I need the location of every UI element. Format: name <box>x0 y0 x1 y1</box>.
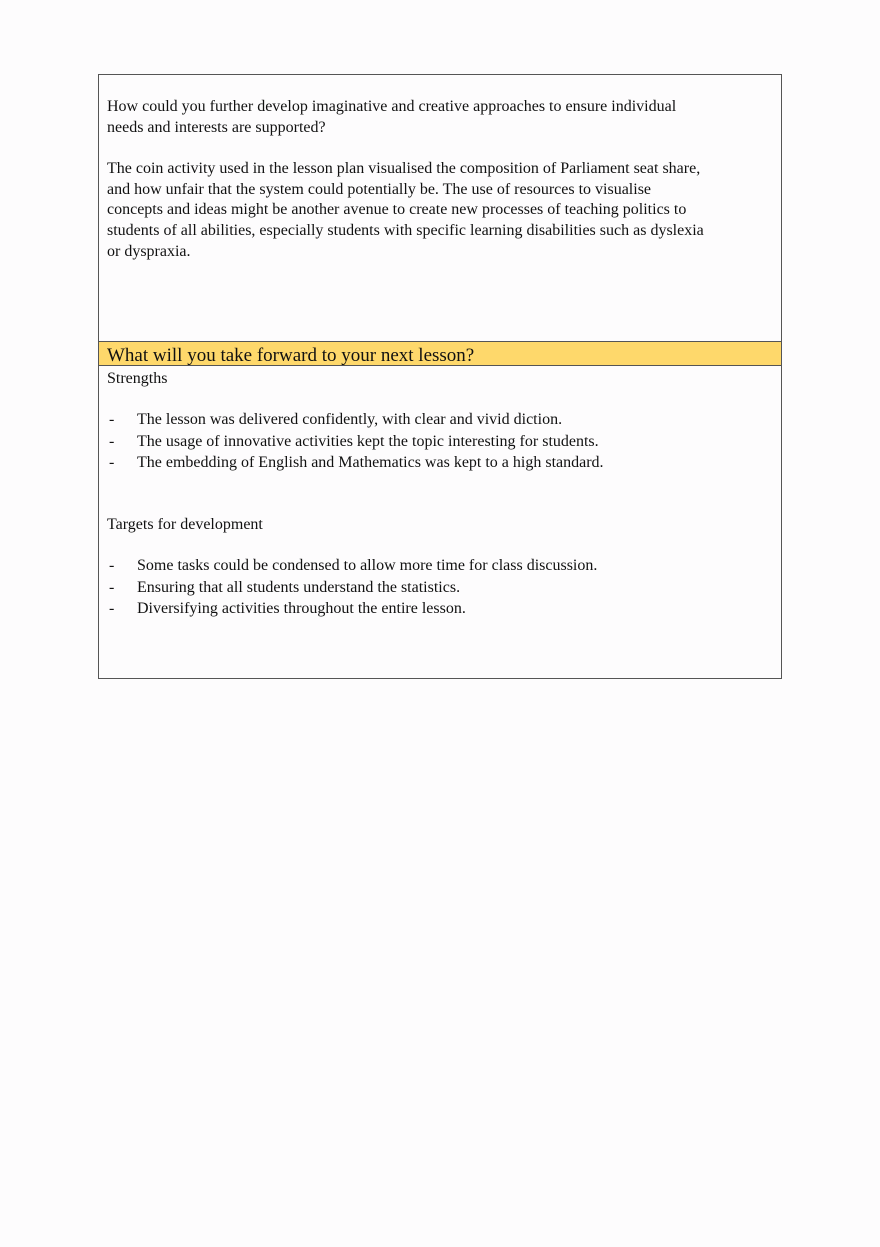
list-item <box>107 452 747 474</box>
list-item <box>107 577 747 599</box>
reflection-question: How could you further develop imaginative and creative approaches to ensure individual needs and interests are supported? <box>107 98 677 136</box>
target-text: Some tasks could be condensed to allow more time for class discussion. <box>137 557 598 574</box>
next-lesson-header <box>99 342 781 366</box>
bullet-dash: - <box>109 432 115 450</box>
strengths-list <box>107 409 747 474</box>
reflection-cell <box>99 75 781 342</box>
reflection-table <box>98 74 782 679</box>
list-item <box>107 409 747 431</box>
bullet-dash: - <box>109 454 115 472</box>
strengths-label: Strengths <box>107 370 168 387</box>
bullet-dash: - <box>109 578 115 596</box>
targets-list <box>107 555 747 620</box>
bullet-dash: - <box>109 411 115 428</box>
strength-text: The lesson was delivered confidently, with clear and vivid diction. <box>137 411 563 428</box>
targets-label: Targets for development <box>107 516 263 533</box>
target-text: Ensuring that all students understand the statistics. <box>137 578 461 596</box>
strength-text: The usage of innovative activities kept the topic interesting for students. <box>137 432 599 450</box>
next-lesson-heading: What will you take forward to your next lesson? <box>107 345 475 366</box>
list-item <box>107 598 747 620</box>
list-item <box>107 431 747 453</box>
list-item <box>107 555 747 577</box>
bullet-dash: - <box>109 557 115 574</box>
reflection-answer: The coin activity used in the lesson plan visualised the composition of Parliament seat share, and how unfair that the system could potentially be. The use of resources to visualise concepts and ideas might be another avenue to create new processes of teaching politics to students of all abilities, especially students with specific learning disabilities such as dyslexia or dyspraxia. <box>107 160 704 260</box>
strength-text: The embedding of English and Mathematics was kept to a high standard. <box>137 454 604 472</box>
target-text: Diversifying activities throughout the entire lesson. <box>137 600 466 618</box>
bullet-dash: - <box>109 600 115 618</box>
